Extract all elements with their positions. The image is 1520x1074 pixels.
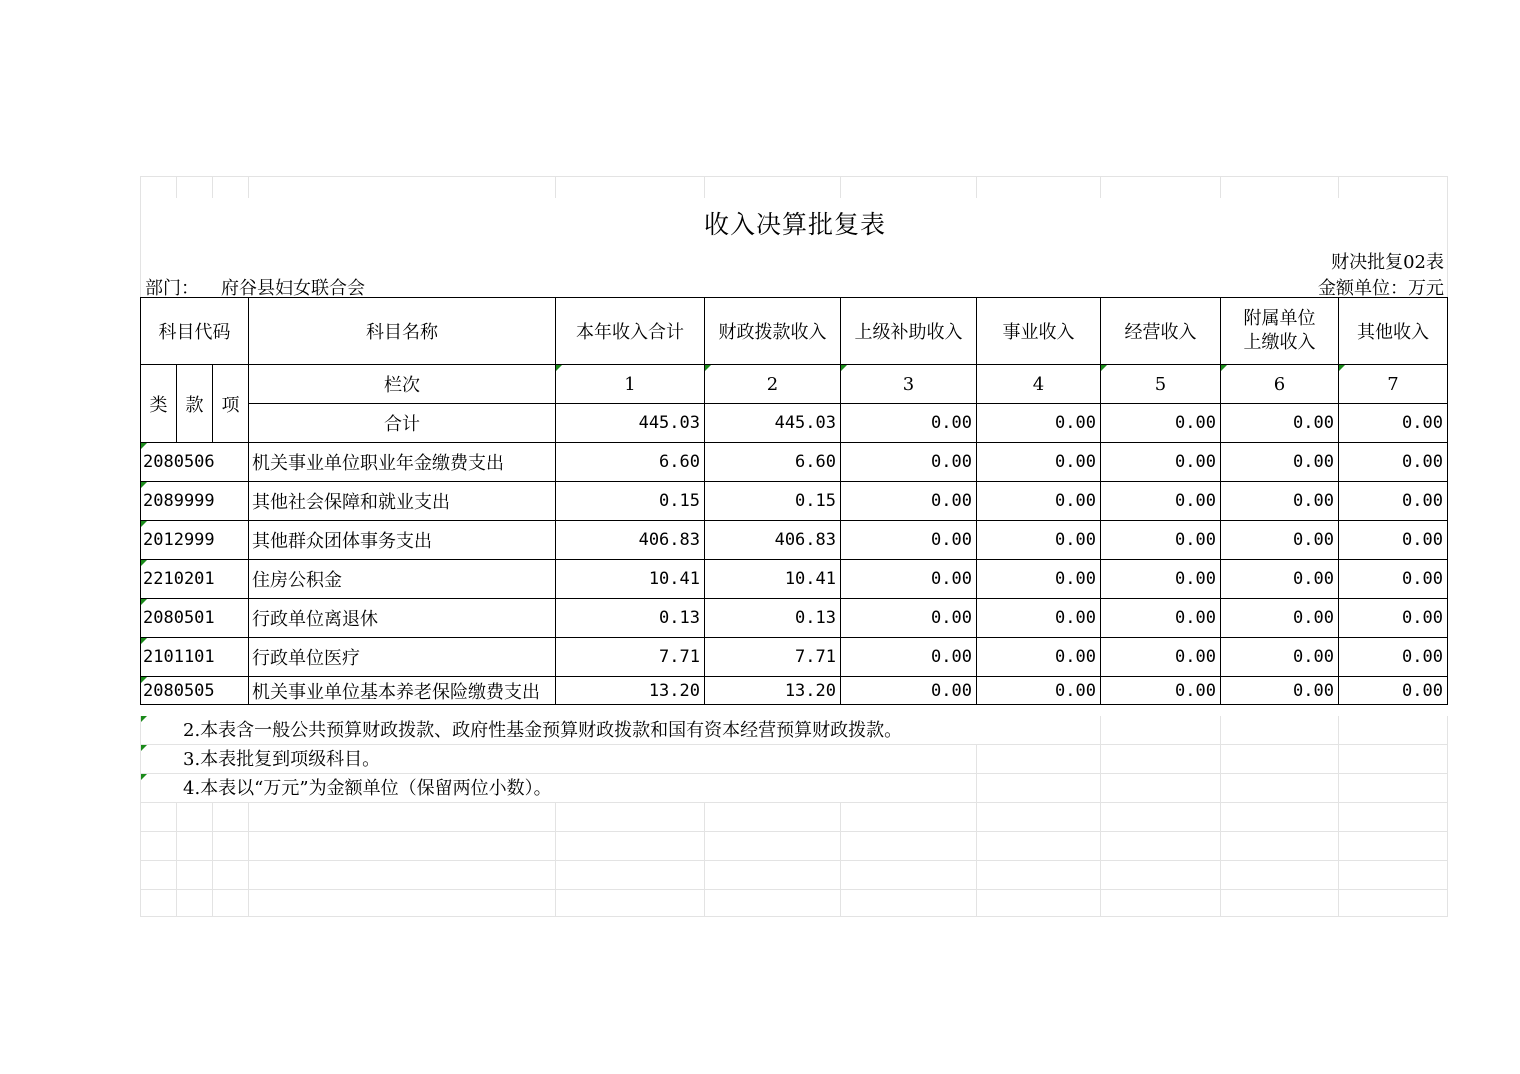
row-value: 7.71	[705, 638, 841, 677]
total-value: 0.00	[841, 404, 977, 443]
row-name: 机关事业单位基本养老保险缴费支出	[249, 677, 556, 705]
row-code: 2080506	[141, 443, 249, 482]
row-name: 住房公积金	[249, 560, 556, 599]
row-value: 7.71	[556, 638, 705, 677]
header-lanci: 栏次	[249, 365, 556, 404]
total-value: 0.00	[1221, 404, 1339, 443]
row-value: 0.00	[1101, 638, 1221, 677]
total-label: 合计	[249, 404, 556, 443]
header-name: 科目名称	[249, 298, 556, 365]
total-value: 445.03	[705, 404, 841, 443]
row-value: 0.00	[1339, 443, 1448, 482]
row-value: 0.00	[841, 443, 977, 482]
row-value: 0.00	[1339, 560, 1448, 599]
table-row	[141, 677, 1448, 705]
header-col-3: 上级补助收入	[841, 298, 977, 365]
row-value: 0.00	[1339, 482, 1448, 521]
amount-unit: 金额单位：万元	[1318, 278, 1444, 299]
report-title: 收入决算批复表	[703, 210, 886, 239]
header-col-4: 事业收入	[977, 298, 1101, 365]
row-value: 0.00	[1101, 599, 1221, 638]
header-col-6-line2: 上缴收入	[1243, 332, 1316, 353]
row-value: 0.00	[1339, 677, 1448, 705]
income-table	[140, 297, 1448, 705]
row-code: 2012999	[141, 521, 249, 560]
index-6: 6	[1221, 365, 1339, 404]
note-item: 4.本表以“万元”为金额单位（保留两位小数）。	[140, 774, 902, 803]
row-code: 2101101	[141, 638, 249, 677]
row-value: 13.20	[705, 677, 841, 705]
row-value: 13.20	[556, 677, 705, 705]
header-col-6-line1: 附属单位	[1243, 308, 1316, 329]
row-value: 0.13	[705, 599, 841, 638]
note-item: 2.本表含一般公共预算财政拨款、政府性基金预算财政拨款和国有资本经营预算财政拨款。	[140, 716, 902, 745]
row-value: 0.00	[1221, 599, 1339, 638]
header-row	[141, 298, 1448, 365]
row-code: 2080501	[141, 599, 249, 638]
department-label: 部门：	[145, 278, 199, 299]
header-col-7: 其他收入	[1339, 298, 1448, 365]
row-value: 10.41	[705, 560, 841, 599]
row-value: 0.00	[977, 599, 1101, 638]
row-value: 0.00	[841, 599, 977, 638]
row-value: 0.00	[1101, 482, 1221, 521]
row-name: 机关事业单位职业年金缴费支出	[249, 443, 556, 482]
row-value: 0.00	[977, 443, 1101, 482]
table-row	[141, 560, 1448, 599]
row-value: 6.60	[556, 443, 705, 482]
index-7: 7	[1339, 365, 1448, 404]
row-value: 0.00	[977, 638, 1101, 677]
table-row	[141, 599, 1448, 638]
total-value: 0.00	[977, 404, 1101, 443]
row-value: 0.00	[977, 677, 1101, 705]
row-value: 0.15	[556, 482, 705, 521]
total-row	[141, 404, 1448, 443]
row-value: 0.00	[841, 560, 977, 599]
row-name: 行政单位离退休	[249, 599, 556, 638]
header-kuan: 款	[177, 365, 213, 443]
row-name: 其他社会保障和就业支出	[249, 482, 556, 521]
row-name: 其他群众团体事务支出	[249, 521, 556, 560]
header-xiang: 项	[213, 365, 249, 443]
table-row	[141, 482, 1448, 521]
row-value: 0.00	[977, 560, 1101, 599]
index-4: 4	[977, 365, 1101, 404]
header-col-6	[1221, 298, 1339, 365]
index-2: 2	[705, 365, 841, 404]
notes	[140, 716, 902, 803]
row-name: 行政单位医疗	[249, 638, 556, 677]
row-value: 0.00	[1339, 599, 1448, 638]
note-item: 3.本表批复到项级科目。	[140, 745, 902, 774]
row-value: 0.00	[1221, 677, 1339, 705]
row-value: 0.00	[977, 521, 1101, 560]
row-value: 0.00	[1221, 560, 1339, 599]
header-lei: 类	[141, 365, 177, 443]
form-number: 财决批复02表	[1331, 252, 1444, 273]
header-col-2: 财政拨款收入	[705, 298, 841, 365]
row-value: 406.83	[556, 521, 705, 560]
row-value: 10.41	[556, 560, 705, 599]
department-name: 府谷县妇女联合会	[221, 278, 365, 299]
table-row	[141, 521, 1448, 560]
row-value: 0.00	[1101, 560, 1221, 599]
row-value: 0.00	[977, 482, 1101, 521]
row-value: 406.83	[705, 521, 841, 560]
row-value: 0.00	[841, 677, 977, 705]
row-value: 0.00	[841, 482, 977, 521]
row-value: 0.13	[556, 599, 705, 638]
header-col-1: 本年收入合计	[556, 298, 705, 365]
row-value: 0.00	[1101, 443, 1221, 482]
total-value: 445.03	[556, 404, 705, 443]
header-col-5: 经营收入	[1101, 298, 1221, 365]
row-value: 0.00	[1339, 521, 1448, 560]
total-value: 0.00	[1101, 404, 1221, 443]
header-code: 科目代码	[141, 298, 249, 365]
column-index-row	[141, 365, 1448, 404]
index-5: 5	[1101, 365, 1221, 404]
row-value: 0.00	[1101, 521, 1221, 560]
row-code: 2210201	[141, 560, 249, 599]
row-value: 0.00	[841, 521, 977, 560]
row-value: 6.60	[705, 443, 841, 482]
row-value: 0.00	[1221, 521, 1339, 560]
table-row	[141, 443, 1448, 482]
row-value: 0.00	[1339, 638, 1448, 677]
row-value: 0.00	[1221, 482, 1339, 521]
row-value: 0.00	[1221, 638, 1339, 677]
row-value: 0.00	[841, 638, 977, 677]
index-1: 1	[556, 365, 705, 404]
row-value: 0.15	[705, 482, 841, 521]
index-3: 3	[841, 365, 977, 404]
row-code: 2080505	[141, 677, 249, 705]
row-value: 0.00	[1101, 677, 1221, 705]
table-row	[141, 638, 1448, 677]
row-value: 0.00	[1221, 443, 1339, 482]
total-value: 0.00	[1339, 404, 1448, 443]
row-code: 2089999	[141, 482, 249, 521]
